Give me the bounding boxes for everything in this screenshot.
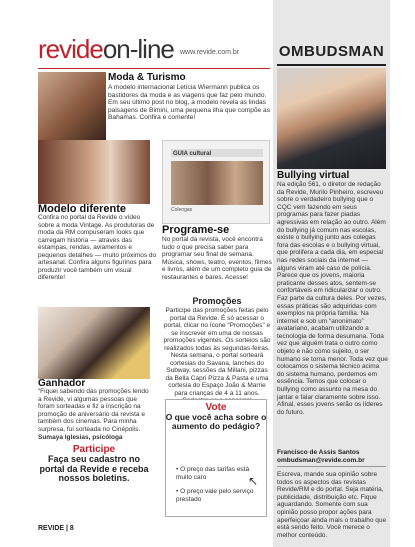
modelo-text: Confira no portal da Revide o vídeo sobre a moda Vintage. As produtoras de moda da RM compuseram looks que carregam história — através das estampas, rendas, aviamentos e pequenos detalhes — muito próximos do artesanal. Confira alguns figurinos para produzir você também um visual diferente! — [38, 214, 157, 281]
site-url[interactable]: www.revide.com.br — [180, 49, 240, 56]
modelo-photo — [38, 140, 150, 204]
participe-title: Participe — [72, 444, 116, 455]
moda-title: Moda & Turismo — [108, 72, 186, 83]
programe-text: No portal da revista, você encontra tudo o que precisa saber para programar seu final de semana. Música, shows, teatro, eventos, filmes e livros, além de um completo guia de restaurantes e bares. Acesse! — [162, 236, 272, 281]
promocoes-text: Participe das promoções feitas pelo portal da Revide. É só acessar o portal, clicar no ícone “Promoções” e se inscrever em uma de nossas promoções vigentes. Os sorteios são realizados todas às segundas-feiras. Nesta semana, o portal sorteará cortesias do Savana, lanches do Subway, sessões da Millani, pizzas da Bella Capri Pizza & Pasta e uma cortesia do Espaço João & Marrie para crianças de 4 a 11 anos. — [163, 307, 271, 397]
brand-revide: revide — [38, 34, 103, 64]
moda-photo — [38, 72, 106, 140]
brand-online: on-line — [102, 34, 174, 64]
ombudsman-title: OMBUDSMAN — [278, 43, 385, 60]
ganhador-photo — [38, 307, 150, 379]
ganhador-quote: “Fiquei sabendo das promoções lendo a Revide, vi algumas pessoas que foram sorteadas e fiz a inscrição na promoção de aniversário da revista e também dos cinemas. Para minha surpresa, fui sorteada no Cinépolis. — [38, 388, 149, 433]
modelo-title: Modelo diferente — [38, 203, 127, 215]
ombudsman-author-rule — [277, 466, 386, 467]
vote-title: Vote — [205, 402, 227, 413]
ganhador-text — [38, 388, 150, 441]
promocoes-title: Promoções — [192, 296, 242, 306]
programe-title: Programe-se — [162, 224, 230, 236]
programe-thumb-photo — [171, 161, 263, 205]
page-footer: REVIDE | 8 — [38, 525, 74, 532]
ombudsman-footer-text: Escreva, mande sua opinião sobre todos os aspectos das revistas Revide/RM e do portal. Seja matéria, publicidade, distribuição etc. Fique aguardando. Somente com sua opinião posso propor ações para aperfeiçoar ainda mais o trabalho que está sendo feito. Você merece o melhor conteúdo. — [277, 471, 387, 539]
ombudsman-text: Na edição 561, o diretor de redação da Revide, Murilo Pinheiro, escreveu sobre o verdadeiro bullying que o CQC vem fazendo em seus programas para fazer piadas agressivas em relação ao outro. Além do bullying já comum nas escolas, existe o bullying junto aos colegas fora das escolas e o bullying virtual, que prolifera a cada dia, em especial nas redes sociais da internet — alguns viram até caso de polícia. Parece que os jovens, maioria praticante desses atos, sentem-se confortáveis em ridicularizar o outro. Faz parte da cultura deles. Por vezes, essas práticas são adquiridas com exemplos na própria família. Na internet e sob um “anonimato” avatariano, acabam utilizando a tecnologia de forma desumana. Toda vez que alguém trata o outro como objeto e não como sujeito, o ser humano se torna menor. Toda vez que colocamos o sistema técnico acima do sistema humano, perdemos em essência. Temos que colocar o bullying como assunto na mesa do jantar e falar claramente sobre isso. Afinal, esses jovens serão os líderes do futuro. — [277, 181, 388, 416]
participe-text: Faça seu cadastro no portal da Revide e receba nossos boletins. — [39, 454, 149, 483]
ganhador-signature: Sumaya Iglesias, psicóloga — [38, 433, 123, 441]
vote-option-2-label: O preço vale pelo serviço prestado — [176, 488, 254, 503]
ombudsman-headline: Bullying virtual — [277, 170, 350, 181]
ombudsman-rule — [277, 64, 386, 66]
cursor-icon: ↖ — [248, 474, 259, 488]
vote-option-2[interactable]: • O preço vale pelo serviço prestado — [176, 488, 254, 503]
participe-box — [38, 444, 150, 484]
programe-thumb-title: GUIA cultural — [173, 151, 212, 157]
ombudsman-photo — [277, 68, 386, 169]
vote-option-1[interactable]: • O preço das tarifas está muito caro — [176, 466, 250, 481]
programe-screenshot — [162, 140, 270, 224]
programe-thumb-caption: Coleogas — [171, 207, 193, 213]
ganhador-title: Ganhador — [38, 378, 86, 389]
ombudsman-author: Francisco de Assis Santos — [277, 449, 360, 456]
ombudsman-email[interactable]: ombudsman@revide.com.br — [277, 457, 365, 464]
brand-logo — [38, 34, 174, 64]
moda-text: A modelo internacional Letícia Wiermann publica os bastidores da moda e as viagens que faz pelo mundo. Em seu último post no blog, a modelo revela as lindas paisagens de Bimini, uma pequena ilha que compõe as Bahamas. Confira e comente! — [108, 84, 271, 122]
vote-question: O que você acha sobre o aumento do pedágio? — [165, 412, 267, 431]
vote-option-1-label: O preço das tarifas está muito caro — [176, 466, 250, 481]
header-rule — [38, 68, 270, 69]
